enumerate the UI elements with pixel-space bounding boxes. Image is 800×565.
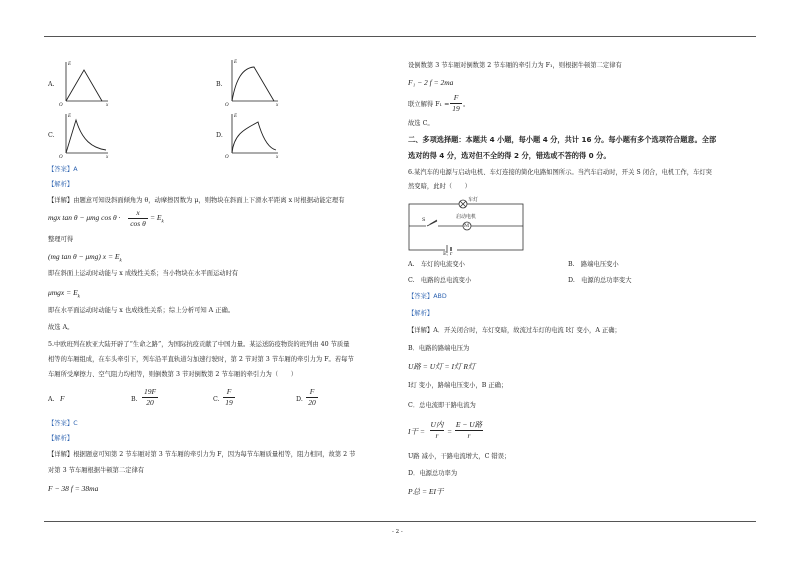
fraction-denominator: 19: [452, 104, 460, 113]
fraction-numerator: 19F: [143, 387, 157, 396]
q5-option-c-fraction: [223, 388, 235, 407]
eq-text: (mg tan θ − μmg) x = E: [48, 252, 120, 261]
q5-option-d-fraction: [306, 388, 318, 407]
q5-stem-line-3: 车厢所受摩擦力、空气阻力均相等，则倒数第 3 节对倒数第 2 节车厢的牵引力为（ ）: [48, 371, 298, 378]
q5-option-a-value: F: [60, 394, 65, 403]
q6-detail-c2: U路 减小，干路电流增大，C 错误；: [408, 453, 511, 460]
top-rule: [44, 36, 756, 37]
circuit-switch-label: S: [422, 217, 426, 223]
section-title-line-1: 二、多项选择题：本题共 4 小题，每小题 4 分，共计 16 分。每小题有多个选项符合题意。全部: [408, 135, 717, 144]
q4-detail: 【详解】由题意可知设斜面倾角为 θ，动摩擦因数为 μ，则物块在斜面上下滑水平距离 x 时根据动能定理有: [48, 197, 345, 204]
page-number: - 2 -: [392, 529, 403, 535]
svg-text:O: O: [225, 103, 229, 108]
q4-answer-tag: 【答案】A: [48, 166, 78, 173]
q6-eq-c-fraction-2: [455, 421, 483, 440]
q5-solve-prefix: 联立解得 F₁ =: [408, 101, 450, 108]
option-b-label: B.: [216, 81, 223, 88]
q6-option-c: C. 电路的总电流变小: [408, 277, 472, 284]
q5-option-a-label: A.: [48, 396, 55, 403]
q5-stem-line-1: 5.中欧班列在欧亚大陆开辟了“生命之路”，为国际抗疫贡献了中国力量。某运送防疫物资的班列由 40 节质量: [48, 341, 350, 348]
q4-line-plane: 即在水平面运动时动能与 x 也成线性关系；综上分析可知 A 正确。: [48, 307, 235, 314]
q5-option-b-label: B.: [131, 396, 138, 403]
q5-continuation: 设倒数第 3 节车厢对倒数第 2 节车厢的牵引力为 F₁，则根据牛顿第二定律有: [408, 62, 622, 69]
option-c-label: C.: [48, 132, 55, 139]
q5-analysis-tag: 【解析】: [48, 435, 74, 442]
q4-equation-3: [48, 289, 80, 302]
q4-line-incline: 即在斜面上运动时动能与 x 成线性关系；当小物块在水平面运动时有: [48, 270, 239, 277]
q5-answer-tag: 【答案】C: [48, 420, 78, 427]
fraction-numerator: F: [226, 387, 232, 396]
q4-conclusion: 故选 A。: [48, 324, 74, 331]
q6-detail-c: C．总电流即干路电流为: [408, 402, 476, 409]
fraction-denominator: r: [467, 431, 471, 440]
q6-option-d: D. 电源的总功率变大: [568, 277, 632, 284]
eq-subscript: k: [161, 219, 164, 225]
graph-b: [225, 58, 283, 108]
fraction-denominator: cos θ: [130, 219, 146, 228]
circuit-source-label: E, r: [443, 251, 453, 257]
option-a-label: A.: [48, 81, 55, 88]
q6-eq-c-mid: =: [447, 427, 453, 436]
section-title-line-2: 选对的得 4 分，选对但不全的得 2 分，错选或不答的得 0 分。: [408, 151, 611, 160]
q6-detail-b: B．电路的路端电压为: [408, 345, 470, 352]
graph-d: [225, 112, 283, 160]
q5-stem-line-2: 相等的车厢组成，在车头牵引下，列车沿平直轨道匀加速行驶时，第 2 节对第 3 节车厢的牵引力为 F。若每节: [48, 356, 354, 363]
svg-text:E: E: [234, 60, 238, 65]
svg-text:x: x: [276, 103, 279, 108]
q6-option-b: B. 路端电压变小: [568, 261, 619, 268]
q6-equation-d: P总 = EI干: [408, 487, 444, 496]
fraction-denominator: 19: [225, 398, 233, 407]
q5-detail-line-1: 【详解】根据题意可知第 2 节车厢对第 3 节车厢的牵引力为 F，因为每节车厢质量相等，阻力相同，故第 2 节: [48, 451, 356, 458]
q6-eq-c-fraction-1: [430, 421, 444, 440]
fraction-denominator: 20: [308, 398, 316, 407]
q5-option-b-fraction: [142, 388, 158, 407]
svg-text:E: E: [68, 62, 72, 67]
svg-text:O: O: [59, 155, 63, 160]
svg-text:x: x: [106, 155, 109, 160]
circuit-motor-symbol: M: [464, 223, 470, 229]
q6-equation-b: U路 = U灯 = I灯 R灯: [408, 362, 476, 371]
q6-stem-line-2: 然变暗，此时（ ）: [408, 183, 471, 190]
eq-subscript: k: [77, 294, 80, 300]
circuit-lamp-label: 车灯: [468, 197, 479, 203]
q5-equation-2: F₁ − 2 f = 2ma: [408, 78, 454, 87]
q6-answer-tag: 【答案】ABD: [408, 293, 447, 300]
q4-eq1-right: [150, 214, 164, 227]
fraction-numerator: U内: [430, 420, 444, 429]
option-d-label: D.: [216, 132, 223, 139]
fraction-numerator: F: [309, 387, 315, 396]
graph-c: [59, 112, 112, 160]
q6-eq-c-left: I干 =: [408, 427, 425, 436]
fraction-denominator: r: [435, 431, 439, 440]
q4-analysis-tag: 【解析】: [48, 181, 74, 188]
q5-option-c-label: C.: [213, 396, 220, 403]
q5-option-d-label: D.: [296, 396, 303, 403]
q4-eq1-left: mgx tan θ − μmg cos θ ·: [48, 213, 121, 222]
fraction-numerator: F: [453, 93, 459, 102]
eq-text: μmgx = E: [48, 288, 78, 297]
svg-text:E: E: [68, 114, 72, 119]
bottom-rule: [44, 521, 756, 522]
graph-a: [59, 60, 112, 108]
q5-conclusion: 故选 C。: [408, 120, 434, 127]
fraction-numerator: x: [136, 208, 140, 217]
q4-eq1-fraction: [128, 209, 148, 228]
svg-text:x: x: [106, 103, 109, 108]
q5-solve-suffix: 。: [463, 101, 470, 108]
q4-organize: 整理可得: [48, 236, 74, 243]
q4-equation-2: [48, 253, 122, 266]
svg-text:O: O: [59, 103, 63, 108]
eq-text: = E: [150, 213, 162, 222]
svg-text:x: x: [276, 155, 279, 160]
fraction-numerator: E − U路: [455, 420, 483, 429]
svg-text:E: E: [234, 114, 238, 119]
q6-detail-a: 【详解】A．开关闭合时，车灯变暗，故流过车灯的电流 I灯 变小，A 正确；: [408, 327, 621, 334]
q6-detail-d: D．电源总功率为: [408, 470, 458, 477]
q5-equation-1: F − 38 f = 38ma: [48, 484, 99, 493]
q6-stem-line-1: 6.某汽车的电源与启动电机、车灯连接的简化电路如图所示。当汽车启动时，开关 S 闭合，电机工作，车灯突: [408, 169, 712, 176]
fraction-denominator: 20: [146, 398, 154, 407]
svg-text:O: O: [225, 155, 229, 160]
q6-option-a: A. 车灯的电流变小: [408, 261, 465, 268]
q6-analysis-tag: 【解析】: [408, 310, 434, 317]
circuit-motor-label: 启动电机: [456, 214, 477, 220]
eq-subscript: k: [119, 258, 122, 264]
q5-detail-line-2: 对第 3 节车厢根据牛顿第二定律有: [48, 467, 145, 474]
q6-detail-b2: I灯 变小，路端电压变小，B 正确；: [408, 382, 508, 389]
q5-solve-fraction: [450, 94, 462, 113]
